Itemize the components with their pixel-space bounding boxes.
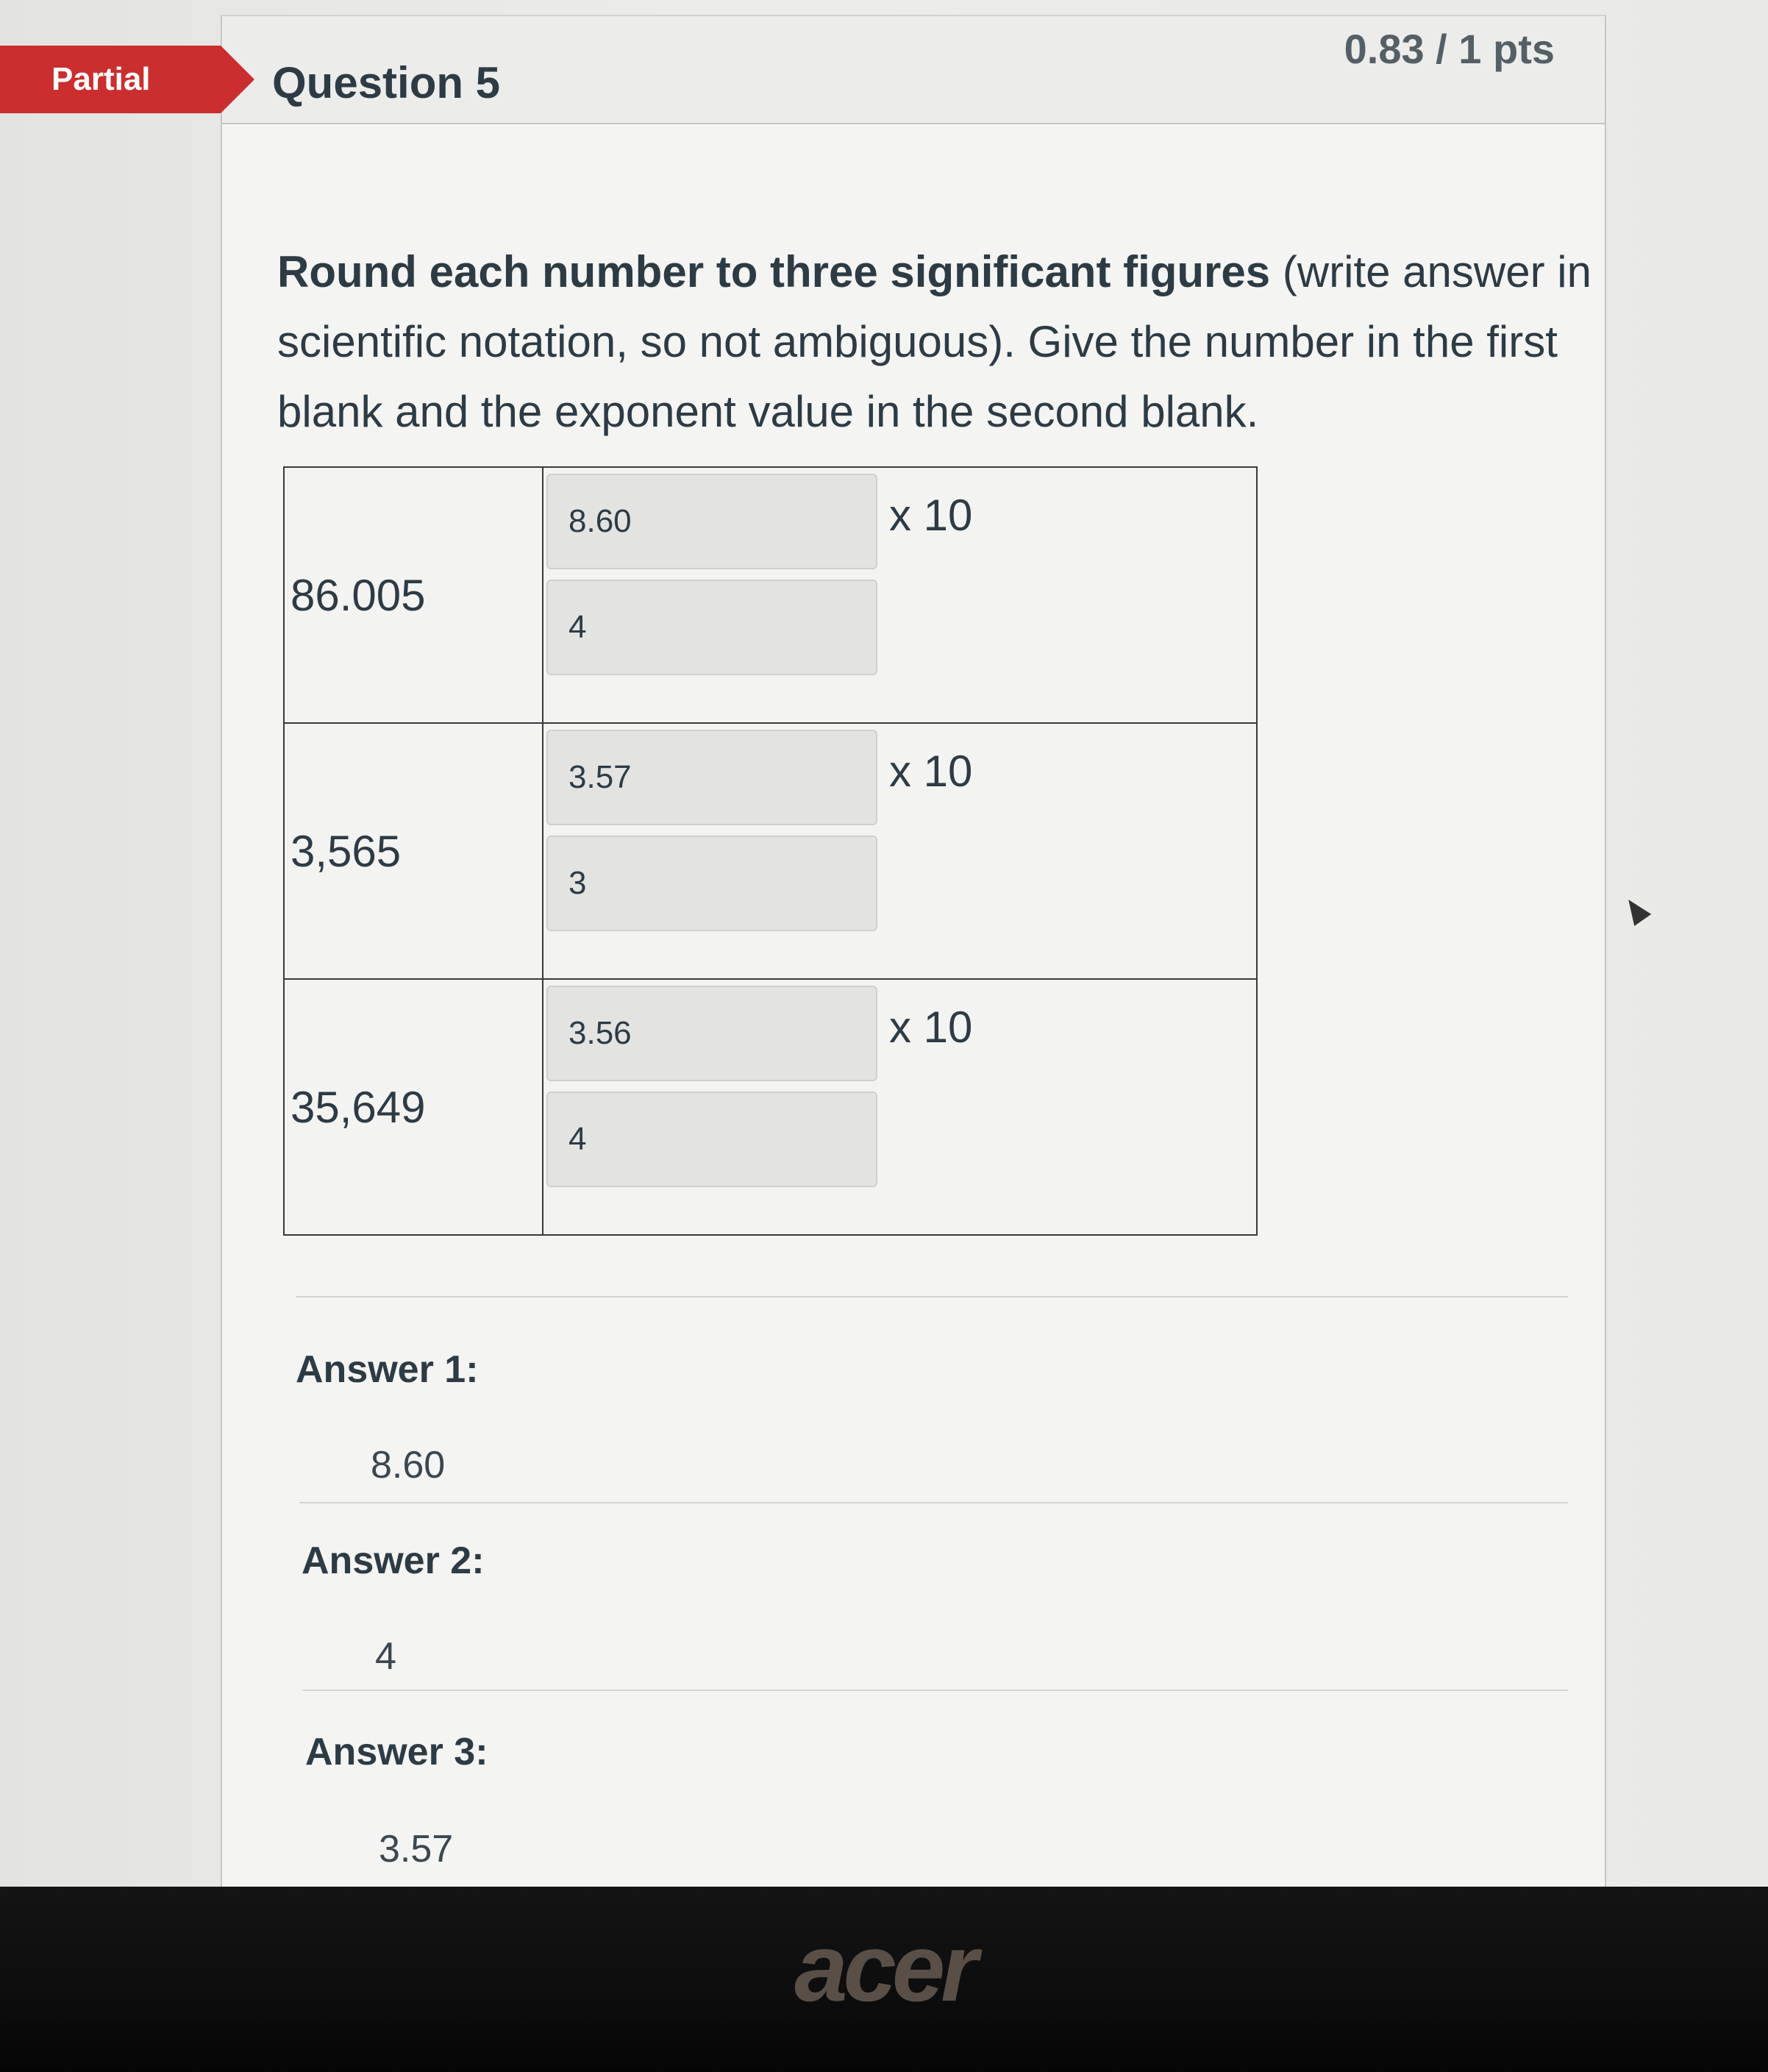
times-ten-label: x 10 xyxy=(889,747,973,796)
question-prompt-bold: Round each number to three significant figures xyxy=(277,247,1271,296)
answer-table xyxy=(283,466,1258,1236)
mouse-cursor-icon xyxy=(1620,894,1651,926)
partial-status-ribbon: Partial xyxy=(0,46,221,113)
exponent-input[interactable]: 3 xyxy=(546,836,877,931)
divider xyxy=(303,1690,1568,1691)
number-cell: 35,649 xyxy=(284,979,543,1235)
answer-1-value: 8.60 xyxy=(371,1444,446,1487)
ribbon-arrow xyxy=(221,46,254,113)
answer-2-label: Answer 2: xyxy=(302,1539,485,1582)
question-prompt xyxy=(277,237,1601,446)
question-prompt-rest: (write answer in scientific notation, so not ambiguous). Give the number in the first blank and the exponent value in the second blank. xyxy=(277,247,1591,436)
number-cell: 3,565 xyxy=(284,723,543,979)
answer-2-value: 4 xyxy=(375,1635,396,1678)
number-cell: 86.005 xyxy=(284,467,543,723)
exponent-input[interactable]: 4 xyxy=(546,580,877,675)
question-score: 0.83 / 1 pts xyxy=(1344,26,1555,72)
inputs-cell xyxy=(543,467,1257,723)
answer-1-label: Answer 1: xyxy=(296,1348,479,1391)
answer-3-label: Answer 3: xyxy=(305,1731,488,1773)
table-row xyxy=(284,723,1257,979)
inputs-cell xyxy=(543,979,1257,1235)
coefficient-input[interactable]: 3.56 xyxy=(546,986,877,1081)
answer-3-value: 3.57 xyxy=(379,1828,454,1870)
coefficient-input[interactable]: 3.57 xyxy=(546,730,877,825)
brand-logo: acer xyxy=(794,1914,974,2021)
times-ten-label: x 10 xyxy=(889,491,973,540)
divider xyxy=(299,1502,1568,1503)
times-ten-label: x 10 xyxy=(889,1003,973,1052)
question-card xyxy=(221,15,1606,1888)
coefficient-input[interactable]: 8.60 xyxy=(546,474,877,569)
table-row xyxy=(284,979,1257,1235)
exponent-input[interactable]: 4 xyxy=(546,1092,877,1187)
question-header xyxy=(222,16,1605,124)
question-title: Question 5 xyxy=(272,58,501,107)
divider xyxy=(296,1296,1568,1297)
table-row xyxy=(284,467,1257,723)
inputs-cell xyxy=(543,723,1257,979)
